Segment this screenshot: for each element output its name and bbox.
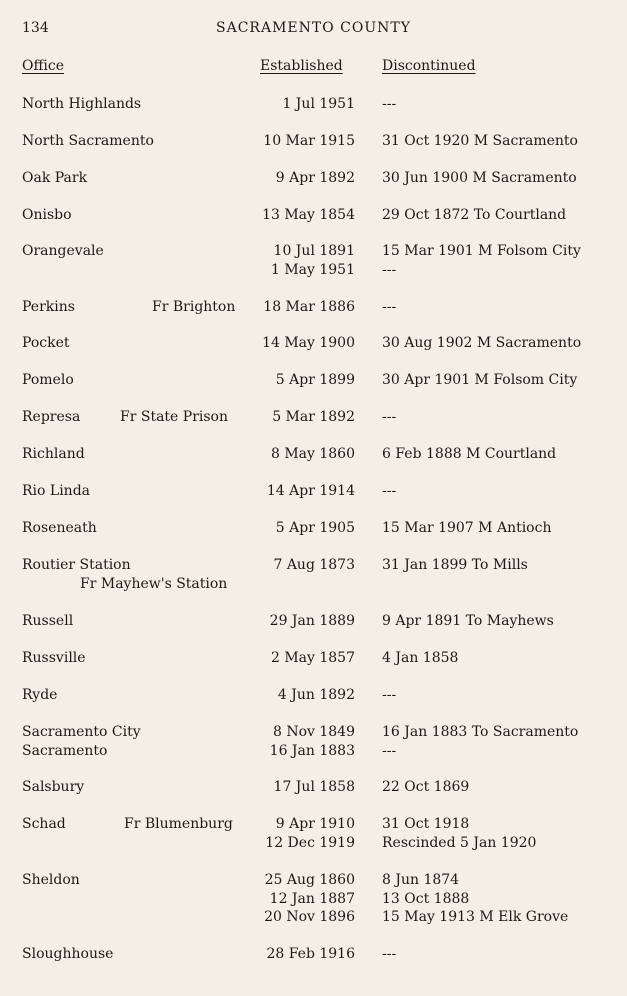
office-name: Salsbury [22,779,85,795]
discontinued-info: 15 May 1913 M Elk Grove [382,909,569,925]
table-row [0,333,627,353]
established-date: 7 Aug 1873 [273,557,355,573]
discontinued-info: 15 Mar 1901 M Folsom City [382,243,581,259]
table-row [0,741,627,761]
discontinued-info: 8 Jun 1874 [382,872,460,888]
office-name: Sheldon [22,872,80,888]
established-date: 5 Apr 1899 [275,372,355,388]
table-row [0,370,627,390]
established-date: 28 Feb 1916 [266,946,355,962]
discontinued-info: 15 Mar 1907 M Antioch [382,520,552,536]
table-row [0,168,627,188]
office-name: Pocket [22,335,70,351]
office-name: Represa [22,409,81,425]
former-name: Fr Blumenburg [124,816,233,832]
table-row [0,889,627,909]
discontinued-info: 6 Feb 1888 M Courtland [382,446,557,462]
table-row [0,833,627,853]
former-name: Fr Brighton [152,299,236,315]
column-header-established: Established [260,58,343,74]
table-row [0,131,627,151]
office-name: Pomelo [22,372,74,388]
table-row [0,407,627,427]
table-row [0,518,627,538]
established-date: 9 Apr 1910 [275,816,355,832]
page-header: SACRAMENTO COUNTY [216,20,411,36]
table-row [0,722,627,742]
page-number: 134 [22,20,49,36]
office-name: Oak Park [22,170,88,186]
office-name: Russell [22,613,74,629]
established-date: 2 May 1857 [270,650,355,666]
established-date: 12 Jan 1887 [269,891,355,907]
discontinued-info: --- [382,409,397,425]
table-row [0,555,627,575]
established-date: 16 Jan 1883 [269,743,355,759]
table-row [0,648,627,668]
established-date: 9 Apr 1892 [275,170,355,186]
established-date: 20 Nov 1896 [264,909,355,925]
established-date: 14 May 1900 [262,335,355,351]
table-row [0,241,627,261]
discontinued-info: 13 Oct 1888 [382,891,470,907]
column-header-office: Office [22,58,65,74]
discontinued-info: --- [382,743,397,759]
discontinued-info: --- [382,96,397,112]
column-header-discontinued: Discontinued [382,58,476,74]
office-name: Onisbo [22,207,72,223]
table-row [0,870,627,890]
office-name: Rio Linda [22,483,90,499]
discontinued-info: 30 Apr 1901 M Folsom City [382,372,578,388]
discontinued-info: --- [382,687,397,703]
table-row [0,297,627,317]
established-date: 8 May 1860 [270,446,355,462]
discontinued-info: 9 Apr 1891 To Mayhews [382,613,554,629]
discontinued-info: 4 Jan 1858 [382,650,459,666]
discontinued-info: 29 Oct 1872 To Courtland [382,207,567,223]
table-row [0,777,627,797]
office-name: Perkins [22,299,75,315]
former-name-note: Fr Mayhew's Station [80,576,228,592]
established-date: 10 Mar 1915 [263,133,355,149]
discontinued-info: 31 Jan 1899 To Mills [382,557,528,573]
established-date: 1 May 1951 [270,262,355,278]
discontinued-info: 30 Jun 1900 M Sacramento [382,170,577,186]
established-date: 1 Jul 1951 [282,96,355,112]
office-name: Richland [22,446,85,462]
office-name: Sloughhouse [22,946,114,962]
office-name: North Highlands [22,96,142,112]
established-date: 14 Apr 1914 [266,483,355,499]
office-name: Russville [22,650,86,666]
discontinued-info: 16 Jan 1883 To Sacramento [382,724,579,740]
table-row [0,481,627,501]
table-row [0,944,627,964]
discontinued-info: --- [382,946,397,962]
established-date: 29 Jan 1889 [269,613,355,629]
office-name: Roseneath [22,520,97,536]
established-date: 25 Aug 1860 [264,872,355,888]
established-date: 8 Nov 1849 [272,724,355,740]
discontinued-info: 31 Oct 1918 [382,816,470,832]
office-name: Routier Station [22,557,131,573]
former-name: Fr State Prison [120,409,229,425]
established-date: 13 May 1854 [262,207,355,223]
discontinued-info: 22 Oct 1869 [382,779,470,795]
discontinued-info: --- [382,483,397,499]
table-row [0,685,627,705]
office-name: Sacramento City [22,724,141,740]
table-row [0,260,627,280]
routier-former-name-row [0,574,627,594]
table-row [0,444,627,464]
established-date: 5 Apr 1905 [275,520,355,536]
established-date: 18 Mar 1886 [263,299,355,315]
table-row [0,814,627,834]
office-name: Schad [22,816,66,832]
office-name: Orangevale [22,243,104,259]
established-date: 4 Jun 1892 [277,687,355,703]
table-row [0,205,627,225]
office-name: Sacramento [22,743,108,759]
table-row [0,611,627,631]
discontinued-info: 31 Oct 1920 M Sacramento [382,133,578,149]
table-row [0,94,627,114]
discontinued-info: --- [382,262,397,278]
established-date: 12 Dec 1919 [265,835,355,851]
discontinued-info: --- [382,299,397,315]
established-date: 17 Jul 1858 [273,779,355,795]
office-name: Ryde [22,687,58,703]
table-row [0,907,627,927]
established-date: 5 Mar 1892 [272,409,355,425]
discontinued-info: 30 Aug 1902 M Sacramento [382,335,582,351]
established-date: 10 Jul 1891 [273,243,355,259]
discontinued-info: Rescinded 5 Jan 1920 [382,835,537,851]
office-name: North Sacramento [22,133,154,149]
